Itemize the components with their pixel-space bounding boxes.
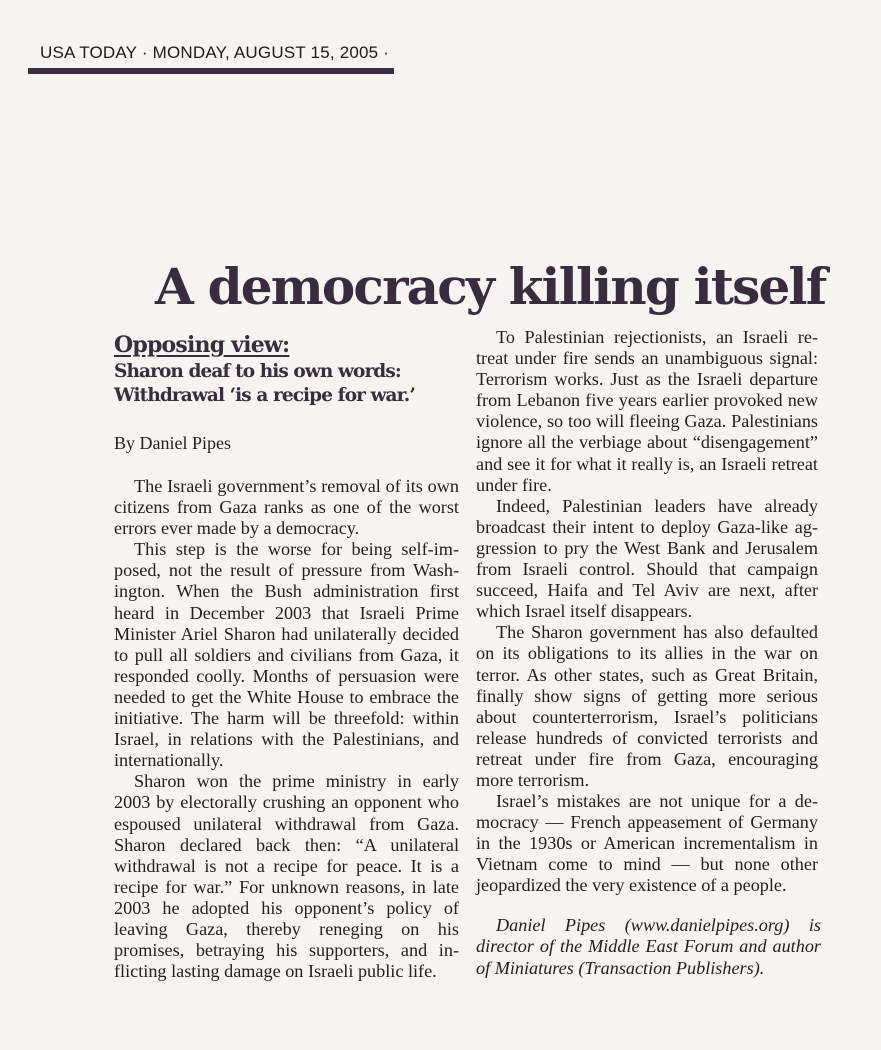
paragraph: Israel’s mistakes are not unique for a democracy — French appeasement of Germany in the 1930s or American incrementalism in Vietnam come to mind — but none other jeopardized the very existence of a people. <box>476 791 818 896</box>
masthead-rule <box>28 68 394 74</box>
left-column <box>114 476 459 982</box>
paragraph: Sharon won the prime ministry in early 2003 by electorally crushing an opponent who espoused unilateral withdrawal from Gaza. Sharon declared back then: “A unilateral withdrawal is not a recipe for peace. It is a recipe for war.” For unknown reasons, in late 2003 he adopted his opponent’s policy of leaving Gaza, thereby reneging on his promises, betraying his supporters, and inflicting lasting damage on Israeli public life. <box>114 771 459 982</box>
headline: A democracy killing itself <box>155 257 826 316</box>
subhead-line-2: Withdrawal ‘is a recipe for war.’ <box>114 385 415 406</box>
paragraph: The Israeli government’s removal of its own citizens from Gaza ranks as one of the worst errors ever made by a democracy. <box>114 476 459 539</box>
author-bio: Daniel Pipes (www.danielpipes.org) is director of the Middle East Forum and author of Miniatures (Transaction Publishers). <box>476 915 821 978</box>
right-column <box>476 327 818 897</box>
opposing-view-label: Opposing view: <box>114 332 290 358</box>
paragraph: The Sharon government has also defaulted on its obligations to its allies in the war on terror. As other states, such as Great Britain, finally show signs of getting more serious about counterterrorism, Israel’s politicians release hundreds of convicted terrorists and retreat under fire from Gaza, encouraging more terrorism. <box>476 622 818 790</box>
masthead: USA TODAY · MONDAY, AUGUST 15, 2005 · <box>40 43 390 62</box>
byline: By Daniel Pipes <box>114 433 231 453</box>
subhead-line-1: Sharon deaf to his own words: <box>114 361 401 382</box>
opposing-view-block <box>114 332 459 406</box>
paragraph: To Palestinian rejectionists, an Israeli retreat under fire sends an unambiguous signal: Terrorism works. Just as the Israeli departure from Lebanon five years earlier provoked new violence, so too will fleeing Gaza. Palestinians ignore all the verbiage about “disengagement” and see it for what it really is, an Israeli retreat under fire. <box>476 327 818 495</box>
paragraph: Indeed, Palestinian leaders have already broadcast their intent to deploy Gaza-like aggression to pry the West Bank and Jerusalem from Israeli control. Should that campaign succeed, Haifa and Tel Aviv are next, after which Israel itself disappears. <box>476 495 818 622</box>
paragraph: This step is the worse for being self-imposed, not the result of pressure from Washington. When the Bush administration first heard in December 2003 that Israeli Prime Minister Ariel Sharon had unilaterally decided to pull all soldiers and civilians from Gaza, it responded coolly. Months of persuasion were needed to get the White House to embrace the initiative. The harm will be threefold: within Israel, in relations with the Palestinians, and internationally. <box>114 539 459 771</box>
